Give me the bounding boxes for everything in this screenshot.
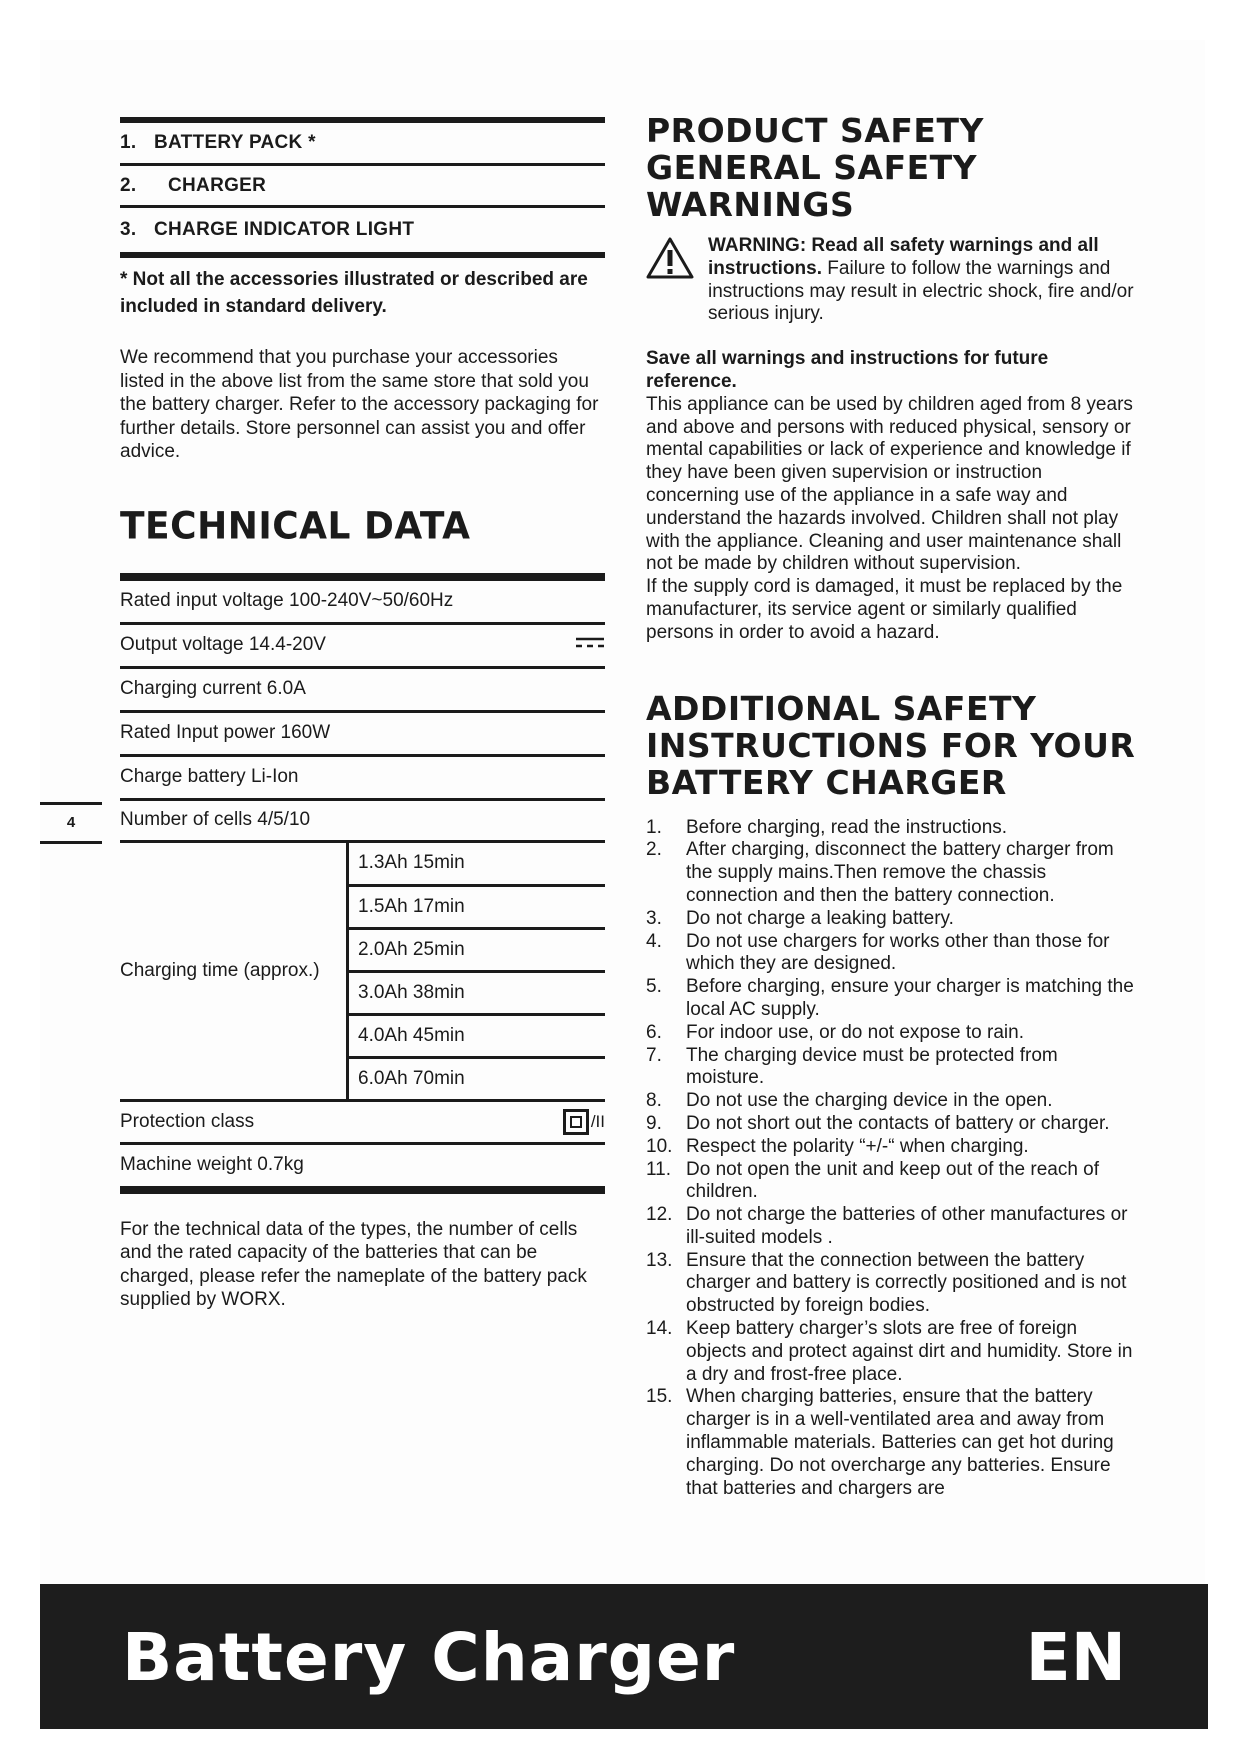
product-safety-heading (646, 112, 1136, 223)
item-text: Ensure that the connection between the battery charger and battery is correctly positioned and is not obstructed by foreign bodies. (686, 1249, 1127, 1317)
item-text: When charging batteries, ensure that the battery charger is in a well-ventilated area and away from inflammable materials. Batteries can get hot during charging. Do not overcharge any batteries. Ensure that batteries and chargers are (686, 1386, 1114, 1499)
row-rated-input-power (120, 713, 605, 754)
row-machine-weight (120, 1145, 605, 1186)
list-item (646, 1159, 1136, 1205)
item-number: 3. (646, 907, 662, 929)
list-item (646, 1113, 1136, 1136)
list-item (646, 1022, 1136, 1045)
item-number: 14. (646, 1318, 673, 1340)
item-number: 4. (646, 930, 662, 952)
warning-triangle-icon (646, 237, 694, 279)
charging-time-value: 6.0Ah 70min (358, 1067, 465, 1089)
item-number: 2. (646, 839, 662, 861)
item-text: Do not charge a leaking battery. (686, 907, 954, 929)
item-text: Keep battery charger’s slots are free of foreign objects and protect against dirt and humidity. Store in a dry and frost-free place. (686, 1318, 1133, 1385)
charging-current: Charging current 6.0A (120, 678, 306, 699)
item-number: 13. (646, 1249, 673, 1271)
list-item (646, 817, 1136, 840)
item-text: Do not open the unit and keep out of the reach of children. (686, 1158, 1100, 1203)
class-ii-symbol (563, 1109, 605, 1135)
technical-footnote: For the technical data of the types, the number of cells and the rated capacity of the batteries that can be charged, please refer the nameplate of the battery pack supplied by WORX. (120, 1218, 587, 1310)
table-top-rule (120, 573, 605, 581)
accessory-recommendation: We recommend that you purchase your accessories listed in the above list from the same store that sold you the battery charger. Refer to the accessory packaging for further details. Store personnel can assist you and offer advice. (120, 347, 599, 462)
row-charging-current (120, 669, 605, 710)
protection-class-value: /II (590, 1111, 605, 1131)
warning-rest: Failure to follow the warnings and instructions may result in electric shock, fire and/or serious injury. (708, 257, 1134, 325)
list-item (646, 1318, 1136, 1386)
dc-symbol-icon (575, 634, 605, 656)
list-item (646, 1250, 1136, 1318)
protection-class-label: Protection class (120, 1110, 255, 1132)
heading-line: INSTRUCTIONS FOR YOUR (646, 725, 1136, 765)
heading-line: WARNINGS (646, 185, 855, 224)
charging-time-value: 3.0Ah 38min (358, 981, 465, 1003)
heading-line: PRODUCT SAFETY (646, 111, 984, 150)
list-item (646, 931, 1136, 977)
output-voltage: Output voltage 14.4-20V (120, 634, 326, 655)
supply-cord-paragraph: If the supply cord is damaged, it must be replaced by the manufacturer, its service agent or similarly qualified persons in order to avoid a hazard. (646, 576, 1123, 643)
accessory-label: CHARGE INDICATOR LIGHT (154, 219, 415, 240)
item-text: Do not short out the contacts of battery or charger. (686, 1112, 1110, 1134)
item-text: Before charging, ensure your charger is matching the local AC supply. (686, 976, 1134, 1020)
charging-time-value: 4.0Ah 45min (358, 1024, 465, 1046)
accessory-item-3 (120, 208, 605, 252)
item-text: Do not use the charging device in the open. (686, 1090, 1053, 1112)
number-of-cells: Number of cells 4/5/10 (120, 809, 311, 830)
list-item (646, 1090, 1136, 1113)
page-number-rule (40, 841, 102, 844)
list-item (646, 976, 1136, 1022)
left-column (120, 117, 605, 1312)
item-number: 7. (646, 1044, 662, 1066)
item-text: For indoor use, or do not expose to rain. (686, 1021, 1024, 1043)
warning-text (646, 235, 1136, 326)
accessory-item-1 (120, 123, 605, 163)
item-number: 12. (646, 1204, 673, 1226)
accessory-label: BATTERY PACK * (154, 132, 316, 153)
item-number: 1. (646, 816, 662, 838)
item-text: Do not use chargers for works other than those for which they are designed. (686, 930, 1110, 975)
row-protection-class (120, 1102, 605, 1142)
heading-line: BATTERY CHARGER (646, 762, 1007, 802)
accessory-label: CHARGER (168, 174, 267, 196)
rated-input-voltage: Rated input voltage 100-240V~50/60Hz (120, 590, 454, 611)
item-number: 10. (646, 1135, 673, 1157)
double-square-icon (563, 1109, 589, 1135)
row-output-voltage (120, 625, 605, 666)
children-paragraph: This appliance can be used by children aged from 8 years and above and persons with reduced physical, sensory or mental capabilities or lack of experience and knowledge if they have been given supervision or instruction concerning use of the appliance in a safe way and understand the hazards involved. Children shall not play with the appliance. Cleaning and user maintenance shall not be made by children without supervision. (646, 393, 1133, 575)
item-text: Do not charge the batteries of other manufactures or ill-suited models . (686, 1204, 1128, 1248)
row-rated-input-voltage (120, 581, 605, 622)
item-text: Respect the polarity “+/-“ when charging. (686, 1135, 1029, 1157)
list-item (646, 908, 1136, 931)
item-text: The charging device must be protected from moisture. (686, 1044, 1058, 1089)
list-item (646, 1136, 1136, 1159)
accessory-bottom-rule (120, 252, 605, 258)
page-number: 4 (66, 814, 76, 831)
item-text: After charging, disconnect the battery charger from the supply mains.Then remove the chassis connection and then the battery connection. (686, 839, 1114, 906)
right-column (646, 112, 1136, 1500)
item-text: Before charging, read the instructions. (686, 816, 1008, 838)
item-number: 8. (646, 1090, 662, 1112)
accessory-num: 2. (120, 174, 137, 196)
accessory-num: 3. (120, 219, 137, 240)
item-number: 15. (646, 1386, 673, 1408)
item-number: 9. (646, 1112, 662, 1134)
page-number-marker (40, 802, 102, 844)
footer-banner (40, 1584, 1208, 1729)
warning-block (646, 235, 1136, 326)
save-instructions: Save all warnings and instructions for future reference. (646, 348, 1049, 392)
rated-input-power: Rated Input power 160W (120, 722, 331, 743)
accessory-item-2 (120, 166, 605, 205)
technical-data-table (120, 573, 605, 1194)
heading-line: GENERAL SAFETY (646, 148, 978, 187)
list-item (646, 1386, 1136, 1500)
warning-bold: WARNING: Read all safety warnings and all instructions. (708, 235, 1099, 279)
charging-time-value: 1.5Ah 17min (358, 895, 465, 917)
accessory-note: * Not all the accessories illustrated or described are included in standard delivery. (120, 269, 588, 317)
footer-title: Battery Charger (122, 1619, 736, 1696)
list-item (646, 1204, 1136, 1250)
charging-time-label: Charging time (approx.) (120, 843, 349, 1099)
row-number-of-cells (120, 801, 605, 840)
additional-safety-heading (646, 690, 1136, 801)
heading-line: ADDITIONAL SAFETY (646, 688, 1037, 728)
table-bottom-rule (120, 1186, 605, 1194)
list-item (646, 839, 1136, 907)
accessory-num: 1. (120, 132, 137, 153)
language-code: EN (1025, 1619, 1126, 1696)
item-number: 11. (646, 1158, 672, 1180)
charge-battery: Charge battery Li-Ion (120, 766, 299, 787)
item-number: 5. (646, 976, 662, 998)
list-item (646, 1045, 1136, 1091)
charging-time-value: 1.3Ah 15min (358, 852, 465, 873)
charging-time-block (120, 843, 605, 1099)
machine-weight: Machine weight 0.7kg (120, 1154, 304, 1175)
charging-time-value: 2.0Ah 25min (358, 938, 465, 960)
instruction-list (646, 817, 1136, 1501)
item-number: 6. (646, 1021, 662, 1043)
technical-data-heading: TECHNICAL DATA (120, 504, 471, 548)
row-charge-battery (120, 757, 605, 798)
charging-time-values (349, 843, 605, 1099)
